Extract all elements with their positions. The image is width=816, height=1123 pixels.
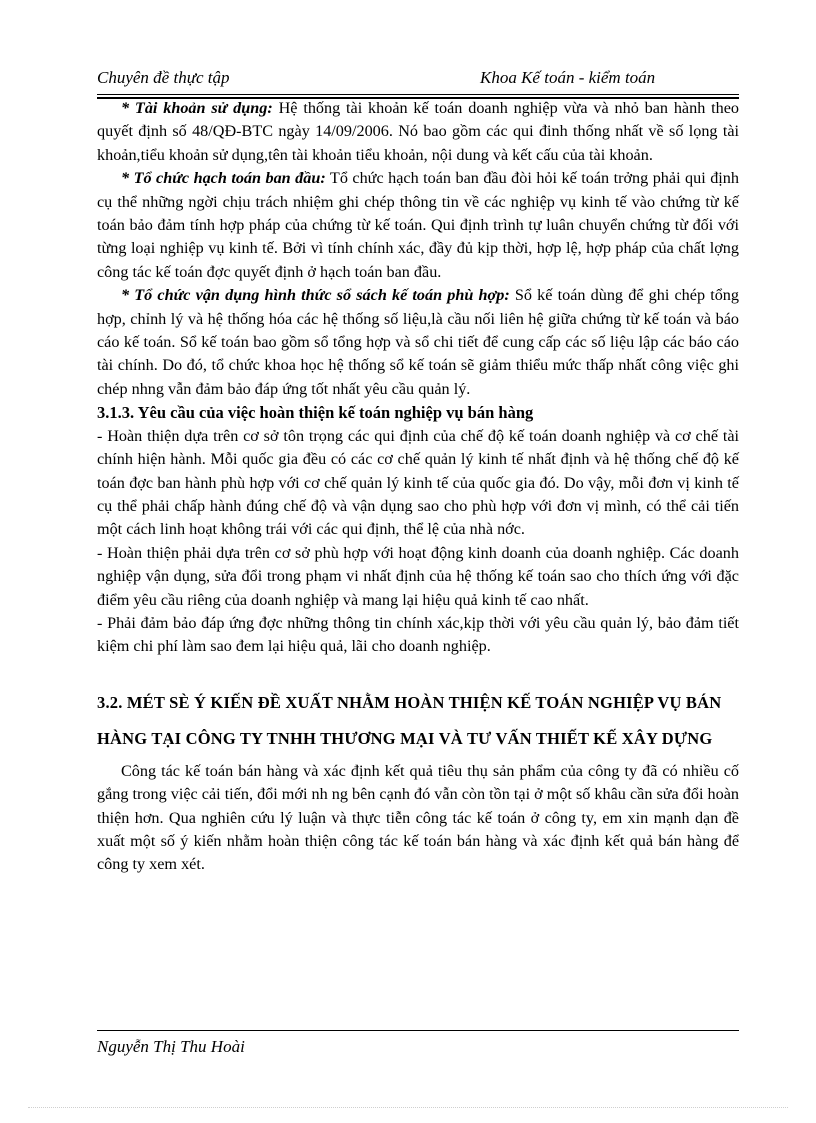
document-body — [97, 97, 739, 877]
dash-item-1: - Hoàn thiện dựa trên cơ sở tôn trọng các qui định của chế độ kế toán doanh nghiệp và cơ chế tài chính hiện hành. Mỗi quốc gia đều có các cơ chế quản lý kinh tế nhất định và hệ thống chế độ kế toán đợc ban hành phù hợp với cơ chế quản lý kinh tế của quốc gia đó. Do vậy, mỗi đơn vị kinh tế cụ thể phải chấp hành đúng chế độ và vận dụng sao cho phù hợp với đơn vị mình, có thể cải tiến một cách linh hoạt không trái với các qui định, thể lệ của nhà nớc. — [97, 426, 739, 539]
section-heading-3-2: 3.2. MÉT SÈ Ý KIẾN ĐỀ XUẤT NHẰM HOÀN THIỆN KẾ TOÁN NGHIỆP VỤ BÁN HÀNG TẠI CÔNG TY TNHH THƯƠNG MẠI VÀ TƯ VẤN THIẾT KẾ XÂY DỰNG — [97, 692, 722, 748]
paragraph-bookkeeping-lead: * Tổ chức vận dụng hình thức sổ sách kế toán phù hợp: — [121, 286, 510, 305]
footer-author: Nguyễn Thị Thu Hoài — [97, 1037, 245, 1056]
dash-item-2: - Hoàn thiện phải dựa trên cơ sở phù hợp với hoạt động kinh doanh của doanh nghiệp. Các doanh nghiệp vận dụng, sửa đổi trong phạm vi nhất định của hệ thống kế toán sao cho thích ứng với đặc điểm yêu cầu riêng của doanh nghiệp và mang lại hiệu quả kinh tế cao nhất. — [97, 543, 739, 609]
paragraph-initial-accounting-lead: * Tổ chức hạch toán ban đầu: — [121, 169, 326, 188]
header-rule-thin — [97, 94, 739, 95]
dash-item-3: - Phải đảm bảo đáp ứng đợc những thông tin chính xác,kịp thời với yêu cầu quản lý, bảo đảm tiết kiệm chi phí làm sao đem lại hiệu quả, lãi cho doanh nghiệp. — [97, 613, 739, 656]
subheading-3-1-3: 3.1.3. Yêu cầu của việc hoàn thiện kế toán nghiệp vụ bán hàng — [97, 403, 534, 423]
paragraph-initial-accounting-text: Tổ chức hạch toán ban đầu đòi hỏi kế toán trởng phải qui định cụ thể những ngời chịu trách nhiệm ghi chép thông tin về các nghiệp vụ kinh tế vào chứng từ kế toán bảo đảm tính hợp pháp của chứng từ kế toán. Qui định trình tự luân chuyển chứng từ đối với từng loại nghiệp vụ kinh tế. Bởi vì tính chính xác, đầy đủ kịp thời, hợp lệ, hợp pháp của chất lợng công tác kế toán đợc quyết định ở hạch toán ban đầu. — [97, 169, 739, 281]
closing-paragraph: Công tác kế toán bán hàng và xác định kết quả tiêu thụ sản phẩm của công ty đã có nhiều cố gắng trong việc cải tiến, đổi mới nh ng bên cạnh đó vẫn còn tồn tại ở một số khâu cần sửa đổi hoàn thiện hơn. Qua nghiên cứu lý luận và thực tiễn công tác kế toán ở công ty, em xin mạnh dạn đề xuất một số ý kiến nhằm hoàn thiện công tác kế toán bán hàng và xác định kết quả bán hàng để công ty xem xét. — [97, 761, 739, 874]
header-right-title: Khoa Kế toán - kiểm toán — [480, 68, 656, 87]
page-bottom-border — [28, 1107, 788, 1108]
paragraph-bookkeeping-text: Sổ kế toán dùng để ghi chép tổng hợp, chỉnh lý và hệ thống hóa các hệ thống số liệu,là cầu nối liên hệ giữa chứng từ kế toán và báo cáo kế toán. Sổ kế toán bao gồm sổ tổng hợp và sổ chi tiết để cung cấp các số liệu lập các báo cáo tài chính. Do đó, tổ chức khoa học hệ thống sổ kế toán sẽ giảm thiểu mức thấp nhất công việc ghi chép nhng vẫn đảm bảo đáp ứng tốt nhất yêu cầu quản lý. — [97, 286, 739, 398]
page-header — [97, 68, 739, 94]
paragraph-accounts — [97, 97, 739, 167]
header-left-title: Chuyên đề thực tập — [97, 68, 230, 87]
paragraph-accounts-text: Hệ thống tài khoản kế toán doanh nghiệp vừa và nhỏ ban hành theo quyết định số 48/QĐ-BTC ngày 14/09/2006. Nó bao gồm các qui đinh thống nhất về số lọng tài khoản,tiểu khoản sử dụng,tên tài khoản tiểu khoản, nội dung và kết cấu của tài khoản. — [97, 99, 739, 164]
paragraph-bookkeeping — [97, 284, 739, 401]
paragraph-initial-accounting — [97, 167, 739, 284]
paragraph-accounts-lead: * Tài khoản sử dụng: — [121, 99, 273, 117]
footer-rule — [97, 1030, 739, 1031]
